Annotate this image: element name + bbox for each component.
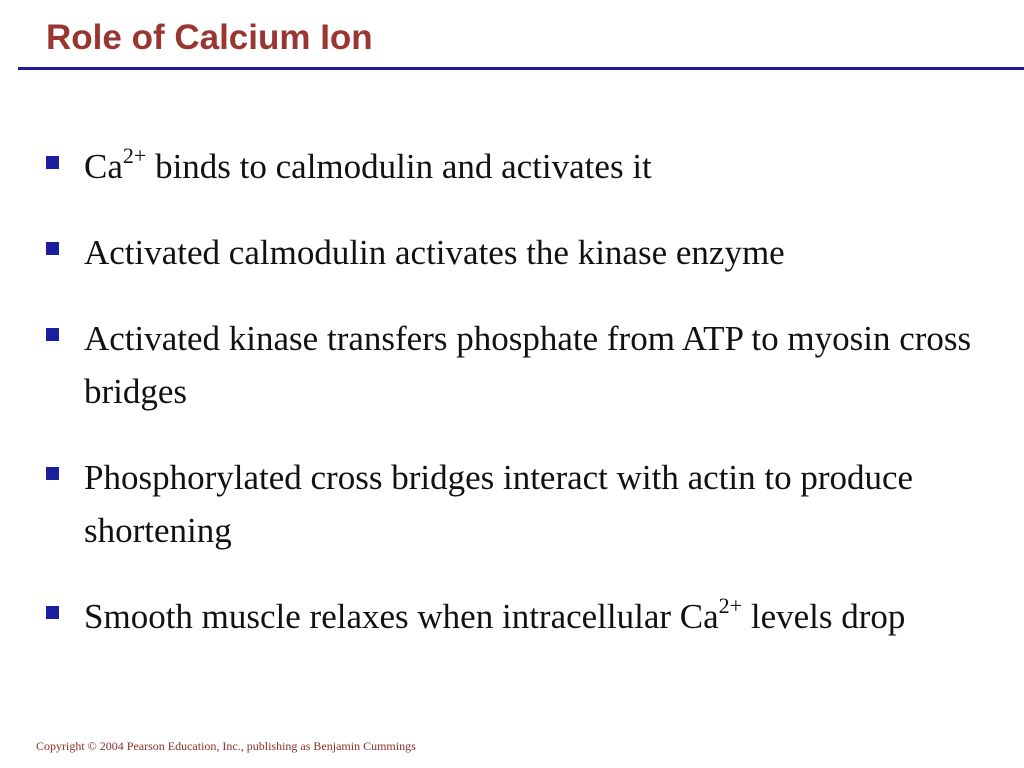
slide-title: Role of Calcium Ion bbox=[46, 18, 373, 57]
square-bullet-icon bbox=[46, 328, 59, 341]
bullet-text-continued: levels drop bbox=[742, 597, 906, 636]
bullet-item bbox=[46, 451, 986, 557]
bullet-list bbox=[46, 140, 986, 676]
bullet-item bbox=[46, 312, 986, 418]
bullet-text: Phosphorylated cross bridges interact with actin to produce shortening bbox=[84, 458, 914, 550]
bullet-text-continued: binds to calmodulin and activates it bbox=[146, 147, 652, 186]
copyright-footer: Copyright © 2004 Pearson Education, Inc., publishing as Benjamin Cummings bbox=[36, 739, 416, 753]
bullet-item bbox=[46, 590, 986, 643]
square-bullet-icon bbox=[46, 242, 59, 255]
square-bullet-icon bbox=[46, 606, 59, 619]
title-underline bbox=[18, 67, 1024, 70]
bullet-item bbox=[46, 140, 986, 193]
square-bullet-icon bbox=[46, 156, 59, 169]
superscript: 2+ bbox=[718, 593, 743, 619]
bullet-item bbox=[46, 226, 986, 279]
bullet-text: Activated calmodulin activates the kinase enzyme bbox=[84, 233, 785, 272]
bullet-text: Activated kinase transfers phosphate from ATP to myosin cross bridges bbox=[84, 319, 972, 411]
superscript: 2+ bbox=[122, 143, 147, 169]
square-bullet-icon bbox=[46, 467, 59, 480]
bullet-text: Ca bbox=[84, 147, 123, 186]
bullet-text: Smooth muscle relaxes when intracellular Ca bbox=[84, 597, 719, 636]
